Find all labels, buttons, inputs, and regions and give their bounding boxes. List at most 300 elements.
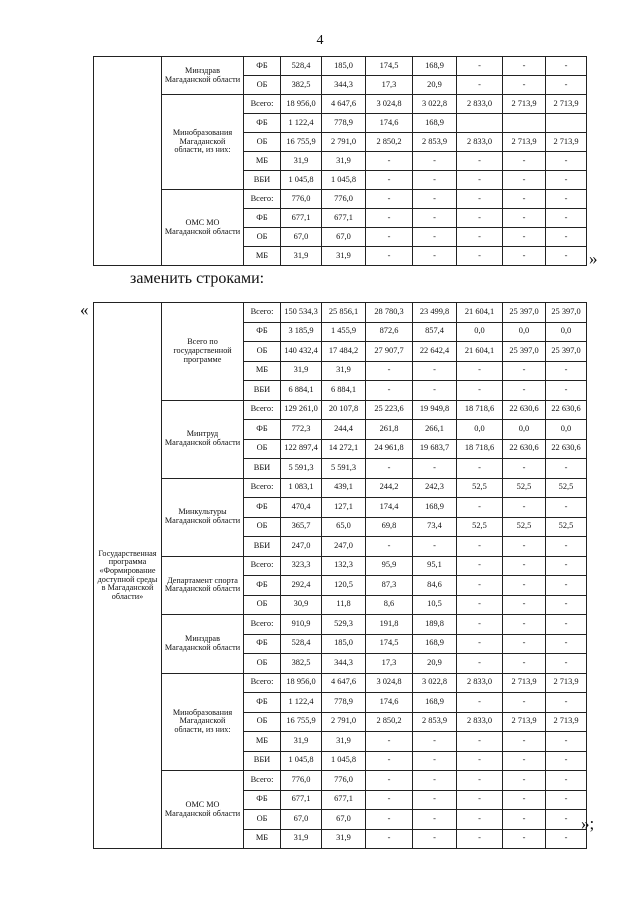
amount-cell: 168,9 [413, 114, 457, 133]
amount-cell: 529,3 [322, 615, 366, 635]
amount-cell: 772,3 [281, 420, 322, 440]
amount-cell: 776,0 [322, 771, 366, 791]
amount-cell: 25 223,6 [366, 400, 413, 420]
amount-cell: 132,3 [322, 556, 366, 576]
amount-cell: 21 604,1 [457, 342, 503, 362]
amount-cell: 323,3 [281, 556, 322, 576]
amount-cell: 778,9 [322, 114, 366, 133]
amount-cell: - [503, 76, 546, 95]
amount-cell: 0,0 [503, 322, 546, 342]
amount-cell: - [503, 615, 546, 635]
amount-cell: - [366, 247, 413, 266]
amount-cell: 2 850,2 [366, 712, 413, 732]
funding-source: ВБИ [244, 459, 281, 479]
amount-cell: 122 897,4 [281, 439, 322, 459]
amount-cell: 174,4 [366, 498, 413, 518]
amount-cell: 1 455,9 [322, 322, 366, 342]
amount-cell: - [366, 771, 413, 791]
amount-cell: - [546, 209, 587, 228]
amount-cell: 1 045,8 [322, 751, 366, 771]
amount-cell: - [457, 57, 503, 76]
executor-name: Минобразования Магаданской области, из них: [162, 95, 244, 190]
amount-cell: - [413, 751, 457, 771]
funding-source: ОБ [244, 517, 281, 537]
amount-cell: - [366, 152, 413, 171]
executor-name: Всего по государственной программе [162, 303, 244, 401]
amount-cell: 17,3 [366, 76, 413, 95]
amount-cell: 31,9 [322, 247, 366, 266]
table-row [94, 190, 587, 209]
amount-cell: 31,9 [322, 361, 366, 381]
amount-cell: 31,9 [281, 247, 322, 266]
amount-cell: - [413, 810, 457, 830]
amount-cell: - [503, 247, 546, 266]
amount-cell: 95,9 [366, 556, 413, 576]
amount-cell: - [413, 209, 457, 228]
amount-cell: - [546, 790, 587, 810]
amount-cell: - [457, 76, 503, 95]
amount-cell: 52,5 [457, 478, 503, 498]
funding-source: ФБ [244, 693, 281, 713]
amount-cell: - [546, 829, 587, 849]
amount-cell: - [457, 498, 503, 518]
table-row [94, 303, 587, 323]
amount-cell: - [546, 595, 587, 615]
amount-cell: 382,5 [281, 654, 322, 674]
amount-cell: 3 022,8 [413, 95, 457, 114]
table-row [94, 57, 587, 76]
table-row [94, 771, 587, 791]
amount-cell: 30,9 [281, 595, 322, 615]
amount-cell: 25 856,1 [322, 303, 366, 323]
amount-cell: 168,9 [413, 57, 457, 76]
amount-cell: 23 499,8 [413, 303, 457, 323]
funding-source: ОБ [244, 228, 281, 247]
amount-cell: - [503, 381, 546, 401]
amount-cell: - [366, 228, 413, 247]
amount-cell: - [366, 381, 413, 401]
amount-cell: - [366, 751, 413, 771]
executor-name: Минкультуры Магаданской области [162, 478, 244, 556]
funding-source: Всего: [244, 771, 281, 791]
amount-cell: - [457, 381, 503, 401]
amount-cell: 2 833,0 [457, 133, 503, 152]
funding-source: Всего: [244, 303, 281, 323]
amount-cell: - [503, 152, 546, 171]
amount-cell: 31,9 [322, 829, 366, 849]
amount-cell: 21 604,1 [457, 303, 503, 323]
amount-cell: 0,0 [457, 420, 503, 440]
amount-cell: 31,9 [281, 732, 322, 752]
amount-cell: - [546, 361, 587, 381]
amount-cell: - [366, 209, 413, 228]
opening-quote: « [80, 300, 89, 319]
amount-cell: 261,8 [366, 420, 413, 440]
executor-name: Минтруд Магаданской области [162, 400, 244, 478]
amount-cell: 19 683,7 [413, 439, 457, 459]
amount-cell: 69,8 [366, 517, 413, 537]
amount-cell: 344,3 [322, 76, 366, 95]
funding-source: ФБ [244, 498, 281, 518]
amount-cell: - [503, 576, 546, 596]
funding-source: ФБ [244, 634, 281, 654]
table-row [94, 400, 587, 420]
amount-cell: - [413, 152, 457, 171]
amount-cell: - [457, 654, 503, 674]
amount-cell: 2 853,9 [413, 133, 457, 152]
funding-source: Всего: [244, 673, 281, 693]
amount-cell: 266,1 [413, 420, 457, 440]
amount-cell: - [413, 790, 457, 810]
amount-cell: 292,4 [281, 576, 322, 596]
funding-source: ОБ [244, 439, 281, 459]
budget-table-old-rows [93, 56, 587, 266]
amount-cell: 10,5 [413, 595, 457, 615]
amount-cell: - [503, 634, 546, 654]
amount-cell: 0,0 [457, 322, 503, 342]
amount-cell: - [546, 381, 587, 401]
amount-cell: 2 713,9 [503, 712, 546, 732]
amount-cell: 2 713,9 [503, 95, 546, 114]
amount-cell: - [546, 57, 587, 76]
amount-cell: 2 713,9 [503, 673, 546, 693]
amount-cell: 18 718,6 [457, 439, 503, 459]
amount-cell: 67,0 [322, 810, 366, 830]
amount-cell: - [503, 829, 546, 849]
amount-cell: - [457, 459, 503, 479]
program-cell [94, 57, 162, 266]
amount-cell: - [503, 498, 546, 518]
amount-cell: 52,5 [503, 517, 546, 537]
amount-cell: - [366, 459, 413, 479]
executor-name: Департамент спорта Магаданской области [162, 556, 244, 615]
amount-cell: 3 022,8 [413, 673, 457, 693]
funding-source: ОБ [244, 654, 281, 674]
funding-source: Всего: [244, 95, 281, 114]
amount-cell: 677,1 [281, 790, 322, 810]
amount-cell: 244,2 [366, 478, 413, 498]
amount-cell: - [457, 556, 503, 576]
amount-cell: - [503, 171, 546, 190]
funding-source: МБ [244, 829, 281, 849]
amount-cell: - [366, 361, 413, 381]
table-row [94, 478, 587, 498]
amount-cell: 2 713,9 [546, 673, 587, 693]
amount-cell: 365,7 [281, 517, 322, 537]
amount-cell: - [546, 654, 587, 674]
amount-cell: - [503, 209, 546, 228]
amount-cell: - [503, 810, 546, 830]
amount-cell: 2 713,9 [503, 133, 546, 152]
amount-cell: - [457, 190, 503, 209]
amount-cell: 174,6 [366, 693, 413, 713]
amount-cell: - [413, 732, 457, 752]
amount-cell: 22 630,6 [503, 400, 546, 420]
amount-cell: 677,1 [281, 209, 322, 228]
amount-cell: 120,5 [322, 576, 366, 596]
amount-cell: 87,3 [366, 576, 413, 596]
amount-cell: 22 630,6 [546, 400, 587, 420]
amount-cell: - [366, 790, 413, 810]
amount-cell: 191,8 [366, 615, 413, 635]
amount-cell: 73,4 [413, 517, 457, 537]
amount-cell: - [503, 361, 546, 381]
amount-cell: 910,9 [281, 615, 322, 635]
amount-cell: - [546, 810, 587, 830]
amount-cell: 22 630,6 [503, 439, 546, 459]
closing-quote-semicolon: »; [581, 814, 595, 833]
amount-cell: 127,1 [322, 498, 366, 518]
amount-cell: 31,9 [322, 152, 366, 171]
funding-source: ФБ [244, 57, 281, 76]
amount-cell [546, 114, 587, 133]
amount-cell: 857,4 [413, 322, 457, 342]
amount-cell: 5 591,3 [322, 459, 366, 479]
amount-cell: 17 484,2 [322, 342, 366, 362]
amount-cell: 18 956,0 [281, 95, 322, 114]
amount-cell: 3 024,8 [366, 673, 413, 693]
amount-cell: - [457, 228, 503, 247]
amount-cell: 25 397,0 [546, 342, 587, 362]
amount-cell: - [457, 634, 503, 654]
amount-cell: 14 272,1 [322, 439, 366, 459]
amount-cell: - [366, 829, 413, 849]
funding-source: МБ [244, 152, 281, 171]
amount-cell: 4 647,6 [322, 673, 366, 693]
amount-cell: - [546, 615, 587, 635]
amount-cell: 174,5 [366, 634, 413, 654]
amount-cell: - [366, 537, 413, 557]
amount-cell: 19 949,8 [413, 400, 457, 420]
executor-name: ОМС МО Магаданской области [162, 190, 244, 266]
amount-cell: - [546, 771, 587, 791]
amount-cell [457, 114, 503, 133]
amount-cell: - [366, 732, 413, 752]
amount-cell: - [546, 498, 587, 518]
amount-cell: 778,9 [322, 693, 366, 713]
funding-source: ФБ [244, 322, 281, 342]
amount-cell: 2 853,9 [413, 712, 457, 732]
amount-cell: - [457, 152, 503, 171]
funding-source: ВБИ [244, 381, 281, 401]
amount-cell: 22 642,4 [413, 342, 457, 362]
amount-cell: 344,3 [322, 654, 366, 674]
amount-cell: 140 432,4 [281, 342, 322, 362]
amount-cell: - [546, 693, 587, 713]
amount-cell: - [457, 751, 503, 771]
executor-name: Минобразования Магаданской области, из них: [162, 673, 244, 771]
amount-cell: - [546, 228, 587, 247]
amount-cell: 2 791,0 [322, 712, 366, 732]
amount-cell: - [546, 556, 587, 576]
funding-source: ФБ [244, 576, 281, 596]
amount-cell: - [457, 771, 503, 791]
amount-cell: 168,9 [413, 498, 457, 518]
amount-cell: - [457, 790, 503, 810]
amount-cell: - [413, 247, 457, 266]
funding-source: ОБ [244, 595, 281, 615]
amount-cell: 185,0 [322, 57, 366, 76]
amount-cell: - [457, 810, 503, 830]
amount-cell: 677,1 [322, 790, 366, 810]
amount-cell: 17,3 [366, 654, 413, 674]
amount-cell: - [457, 576, 503, 596]
amount-cell: - [413, 771, 457, 791]
amount-cell: - [457, 595, 503, 615]
amount-cell: - [503, 556, 546, 576]
amount-cell: 20,9 [413, 76, 457, 95]
funding-source: ОБ [244, 133, 281, 152]
amount-cell: - [546, 634, 587, 654]
amount-cell: - [503, 732, 546, 752]
funding-source: ОБ [244, 712, 281, 732]
funding-source: Всего: [244, 478, 281, 498]
amount-cell: 16 755,9 [281, 712, 322, 732]
amount-cell: - [503, 771, 546, 791]
amount-cell: 1 045,8 [281, 751, 322, 771]
amount-cell: - [546, 190, 587, 209]
amount-cell: - [546, 459, 587, 479]
amount-cell: - [503, 595, 546, 615]
executor-name: ОМС МО Магаданской области [162, 771, 244, 849]
amount-cell: 4 647,6 [322, 95, 366, 114]
table-row [94, 615, 587, 635]
amount-cell: - [503, 751, 546, 771]
amount-cell: 31,9 [281, 829, 322, 849]
amount-cell: - [413, 829, 457, 849]
amount-cell: 8,6 [366, 595, 413, 615]
amount-cell: - [503, 654, 546, 674]
amount-cell: 25 397,0 [503, 342, 546, 362]
amount-cell: 174,5 [366, 57, 413, 76]
program-name: Государственная программа «Формирование доступной среды в Магаданской области» [94, 303, 162, 849]
amount-cell: 2 713,9 [546, 95, 587, 114]
amount-cell: - [503, 190, 546, 209]
amount-cell: - [546, 247, 587, 266]
amount-cell: 67,0 [281, 228, 322, 247]
funding-source: ОБ [244, 342, 281, 362]
funding-source: МБ [244, 361, 281, 381]
amount-cell: - [546, 76, 587, 95]
amount-cell: 1 122,4 [281, 114, 322, 133]
funding-source: ФБ [244, 209, 281, 228]
amount-cell: 185,0 [322, 634, 366, 654]
amount-cell: 189,8 [413, 615, 457, 635]
page-number: 4 [316, 33, 324, 48]
amount-cell: 11,8 [322, 595, 366, 615]
table-row [94, 95, 587, 114]
amount-cell: 168,9 [413, 693, 457, 713]
amount-cell: - [503, 57, 546, 76]
amount-cell: 776,0 [322, 190, 366, 209]
amount-cell: - [546, 576, 587, 596]
amount-cell: 2 791,0 [322, 133, 366, 152]
amount-cell: 776,0 [281, 190, 322, 209]
amount-cell: 5 591,3 [281, 459, 322, 479]
amount-cell: - [457, 361, 503, 381]
amount-cell: - [413, 171, 457, 190]
amount-cell: 244,4 [322, 420, 366, 440]
amount-cell: 2 833,0 [457, 712, 503, 732]
amount-cell: 129 261,0 [281, 400, 322, 420]
amount-cell: - [503, 693, 546, 713]
table-row [94, 673, 587, 693]
amount-cell: - [457, 829, 503, 849]
funding-source: Всего: [244, 400, 281, 420]
amount-cell: 31,9 [281, 361, 322, 381]
amount-cell: 872,6 [366, 322, 413, 342]
amount-cell: 528,4 [281, 57, 322, 76]
amount-cell: 25 397,0 [546, 303, 587, 323]
amount-cell: 18 718,6 [457, 400, 503, 420]
amount-cell: - [546, 732, 587, 752]
funding-source: ВБИ [244, 537, 281, 557]
amount-cell: 0,0 [503, 420, 546, 440]
amount-cell: 528,4 [281, 634, 322, 654]
amount-cell: 174,6 [366, 114, 413, 133]
amount-cell: 0,0 [546, 420, 587, 440]
amount-cell: 2 850,2 [366, 133, 413, 152]
amount-cell: - [457, 693, 503, 713]
amount-cell: - [503, 537, 546, 557]
amount-cell: - [457, 209, 503, 228]
amount-cell: 20,9 [413, 654, 457, 674]
amount-cell: 95,1 [413, 556, 457, 576]
amount-cell: - [366, 171, 413, 190]
amount-cell: - [366, 810, 413, 830]
amount-cell: 1 045,8 [322, 171, 366, 190]
amount-cell: - [546, 751, 587, 771]
amount-cell: 52,5 [546, 517, 587, 537]
amount-cell: 0,0 [546, 322, 587, 342]
amount-cell: 776,0 [281, 771, 322, 791]
amount-cell: 6 884,1 [281, 381, 322, 401]
amount-cell: 1 045,8 [281, 171, 322, 190]
amount-cell: 150 534,3 [281, 303, 322, 323]
amount-cell: 247,0 [281, 537, 322, 557]
budget-table-new-rows [93, 302, 587, 849]
amount-cell: 16 755,9 [281, 133, 322, 152]
amount-cell: - [413, 381, 457, 401]
funding-source: ФБ [244, 114, 281, 133]
amount-cell: - [413, 228, 457, 247]
amount-cell: 28 780,3 [366, 303, 413, 323]
amount-cell: 31,9 [322, 732, 366, 752]
funding-source: МБ [244, 732, 281, 752]
funding-source: ОБ [244, 810, 281, 830]
amount-cell: 3 024,8 [366, 95, 413, 114]
funding-source: ФБ [244, 790, 281, 810]
amount-cell: 247,0 [322, 537, 366, 557]
amount-cell: 2 833,0 [457, 673, 503, 693]
amount-cell: 2 713,9 [546, 133, 587, 152]
amount-cell: 84,6 [413, 576, 457, 596]
amount-cell: - [413, 459, 457, 479]
funding-source: ФБ [244, 420, 281, 440]
amount-cell: - [457, 615, 503, 635]
closing-quote: » [589, 249, 598, 268]
amount-cell: - [546, 171, 587, 190]
funding-source: Всего: [244, 190, 281, 209]
replace-heading: заменить строками: [130, 270, 265, 287]
amount-cell: 65,0 [322, 517, 366, 537]
funding-source: Всего: [244, 615, 281, 635]
amount-cell: 439,1 [322, 478, 366, 498]
funding-source: ВБИ [244, 171, 281, 190]
amount-cell: 67,0 [322, 228, 366, 247]
amount-cell: 677,1 [322, 209, 366, 228]
amount-cell: - [457, 732, 503, 752]
